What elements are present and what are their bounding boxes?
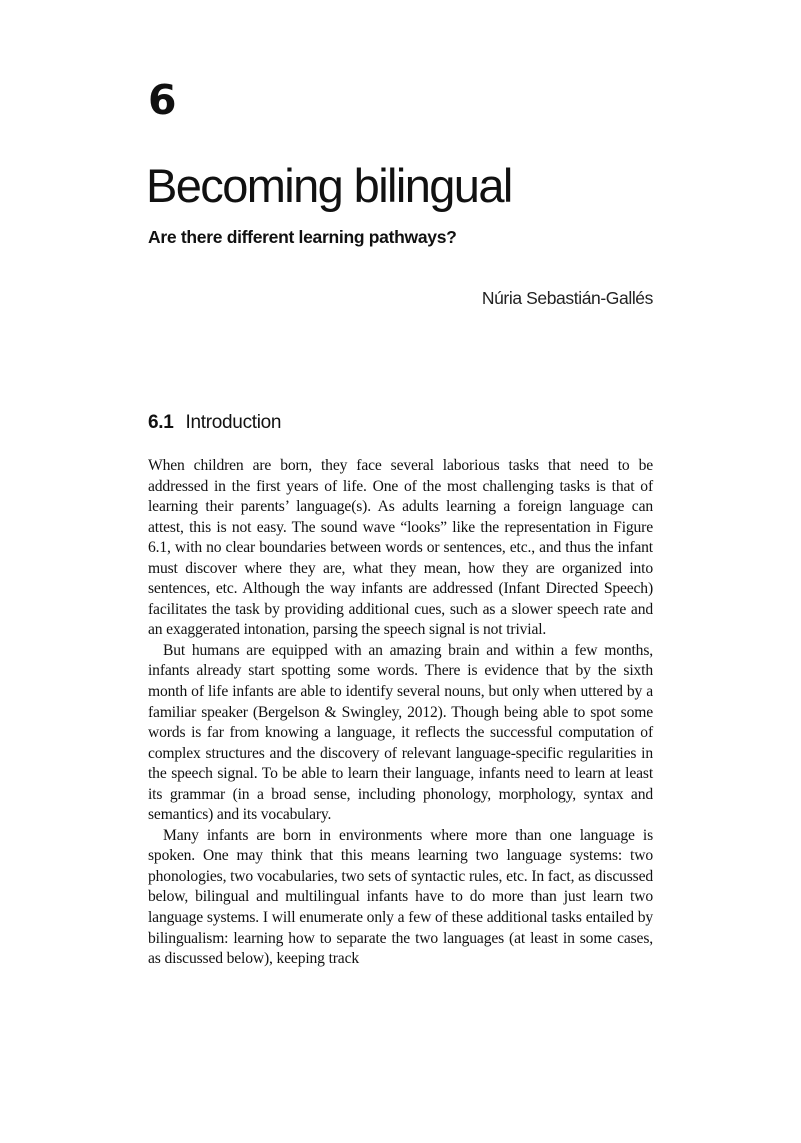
chapter-subtitle: Are there different learning pathways?: [148, 227, 457, 247]
author-name: Núria Sebastián-Gallés: [481, 288, 653, 308]
section-number: 6.1: [148, 412, 174, 433]
paragraph-1: When children are born, they face several laborious tasks that need to be addressed in the first years of life. One of the most challenging tasks is that of learning their parents’ language(s). As adults learning a foreign language can attest, this is not easy. The sound wave “looks” like the representation in Figure 6.1, with no clear boundaries between words or sentences, etc., and thus the infant must discover where they are, what they mean, how they are organized into sentences, etc. Although the way infants are addressed (Infant Directed Speech) facilitates the task by providing additional cues, such as a slower speech rate and an exaggerated intonation, parsing the speech signal is not trivial.: [148, 457, 653, 639]
paragraph-2: But humans are equipped with an amazing brain and within a few months, infants already start spotting some words. There is evidence that by the sixth month of life infants are able to identify several nouns, but only when uttered by a familiar speaker (Bergelson & Swingley, 2012). Though being able to spot some words is far from knowing a language, it reflects the successful computation of complex structures and the discovery of relevant language-specific regularities in the speech signal. To be able to learn their language, infants need to learn at least its grammar (in a broad sense, including phonology, morphology, syntax and semantics) and its vocabulary.: [148, 641, 653, 824]
chapter-title: Becoming bilingual: [146, 159, 512, 212]
chapter-number: 6: [148, 76, 176, 124]
body-text: [148, 456, 653, 970]
paragraph-3: Many infants are born in environments where more than one language is spoken. One may think that this means learning two language systems: two phonologies, two vocabularies, two sets of syntactic rules, etc. In fact, as discussed below, bilingual and multilingual infants have to do more than just learn two language systems. I will enumerate only a few of these additional tasks entailed by bilingualism: learning how to separate the two languages (at least in some cases, as discussed below), keeping track: [148, 826, 653, 968]
section-heading: [148, 412, 281, 435]
section-title: Introduction: [185, 412, 282, 433]
